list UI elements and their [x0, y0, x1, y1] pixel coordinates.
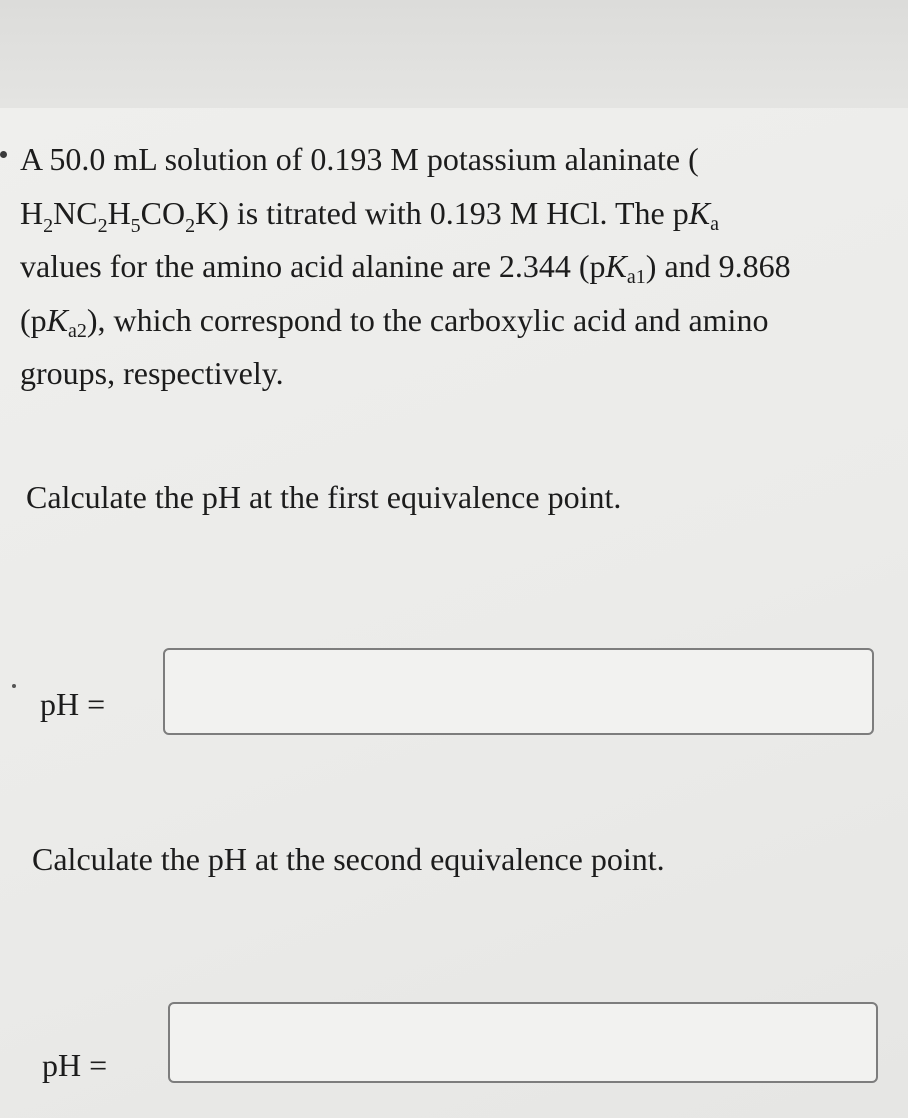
top-bar [0, 0, 908, 109]
chemical-formula: $H_2NC_2H_5CO_2K$) [20, 194, 229, 237]
problem-line-4: (p [20, 301, 47, 338]
problem-line-5: groups, respectively. [20, 355, 284, 391]
ka-subscript: a [710, 212, 719, 235]
stray-mark [12, 684, 16, 688]
question-1-prompt: Calculate the pH at the first equivalence point. [26, 479, 622, 515]
problem-line-2: is titrated with 0.193 M HCl. The p [228, 194, 689, 231]
ka1-subscript: a1 [626, 266, 646, 288]
answer-2-label: pH = [42, 1047, 108, 1083]
ka2-subscript: a2 [68, 319, 87, 342]
problem-line-3: values for the amino acid alanine are 2.344 (p [20, 248, 606, 284]
problem-statement: A 50.0 mL solution of 0.193 M potassium alaninate ( $H_2NC_2H_5CO_2K$) is titrated with 0.193 M HCl. The $pK_a$ values for the amino acid alanine are 2.344 $(pK_{a1})$ and 9.868 $(pK_{a2})$, which correspond to the carboxylic acid and amino groups, respectively. [20, 141, 791, 391]
answer-1-label: pH = [40, 686, 106, 722]
answer-1-input[interactable] [163, 648, 874, 735]
problem-line-1: A 50.0 mL solution of 0.193 M potassium alaninate ( [20, 141, 699, 177]
ka-symbol: K [688, 194, 711, 231]
answer-2-input[interactable] [168, 1002, 878, 1083]
bullet-marker [0, 151, 7, 158]
question-2-prompt: Calculate the pH at the second equivalence point. [32, 841, 665, 877]
